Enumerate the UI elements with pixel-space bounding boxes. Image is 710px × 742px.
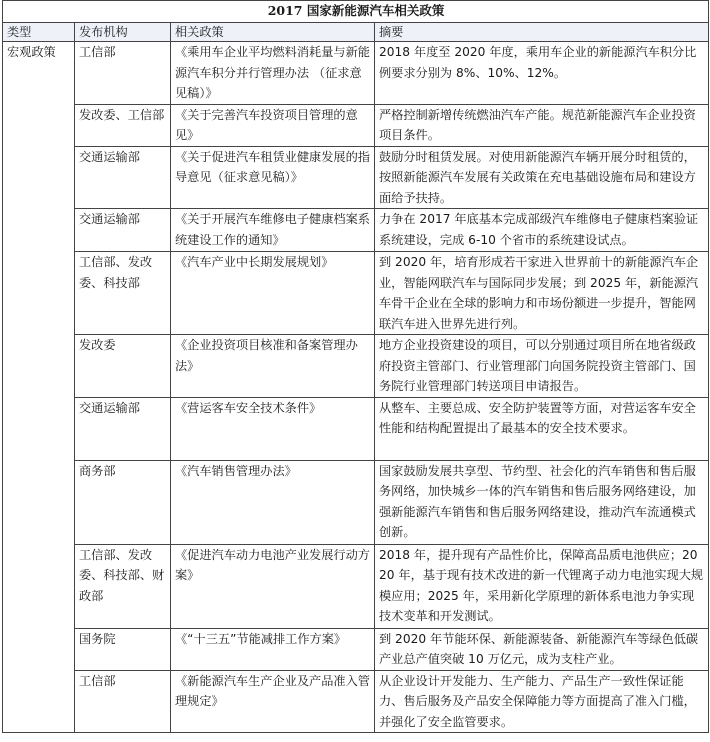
table-row (3, 628, 709, 670)
table-row (3, 544, 709, 628)
type-cell: 宏观政策 (3, 42, 75, 733)
org-cell: 工信部 (75, 42, 171, 105)
header-org: 发布机构 (75, 23, 171, 42)
summary-cell: 国家鼓励发展共享型、节约型、社会化的汽车销售和售后服务网络，加快城乡一体的汽车销售和售后服务网络建设，加强新能源汽车销售和售后服务网络建设，推动汽车流通模式创新。 (375, 460, 709, 544)
header-summary: 摘要 (375, 23, 709, 42)
policy-cell: 《关于促进汽车租赁业健康发展的指导意见（征求意见稿）》 (171, 146, 375, 209)
table-row (3, 146, 709, 209)
header-policy: 相关政策 (171, 23, 375, 42)
header-type: 类型 (3, 23, 75, 42)
table-row (3, 335, 709, 398)
table-row (3, 252, 709, 335)
org-cell: 交通运输部 (75, 209, 171, 252)
table-row (3, 209, 709, 252)
policy-cell: 《企业投资项目核准和备案管理办法》 (171, 335, 375, 398)
summary-cell: 地方企业投资建设的项目，可以分别通过项目所在地省级政府投资主管部门、行业管理部门向国务院投资主管部门、国务院行业管理部门转送项目申请报告。 (375, 335, 709, 398)
table-row (3, 397, 709, 460)
org-cell: 交通运输部 (75, 146, 171, 209)
table-row (3, 460, 709, 544)
table-row (3, 42, 709, 105)
table-header-row (3, 23, 709, 42)
summary-cell: 从企业设计开发能力、生产能力、产品生产一致性保证能力、售后服务及产品安全保障能力等方面提高了准入门槛，并强化了安全监管要求。 (375, 670, 709, 733)
policy-cell: 《关于完善汽车投资项目管理的意见》 (171, 104, 375, 146)
org-cell: 工信部、发改委、科技部 (75, 252, 171, 335)
org-cell: 发改委 (75, 335, 171, 398)
policy-cell: 《新能源汽车生产企业及产品准入管理规定》 (171, 670, 375, 733)
policy-cell: 《“十三五”节能减排工作方案》 (171, 628, 375, 670)
summary-cell: 到 2020 年，培育形成若干家进入世界前十的新能源汽车企业，智能网联汽车与国际同步发展；到 2025 年，新能源汽车骨干企业在全球的影响力和市场份额进一步提升，智能网联汽车进入世界先进行列。 (375, 252, 709, 335)
policy-table (2, 0, 709, 733)
policy-cell: 《乘用车企业平均燃料消耗量与新能源汽车积分并行管理办法 （征求意见稿）》 (171, 42, 375, 105)
policy-cell: 《关于开展汽车维修电子健康档案系统建设工作的通知》 (171, 209, 375, 252)
org-cell: 交通运输部 (75, 397, 171, 460)
summary-cell: 力争在 2017 年底基本完成部级汽车维修电子健康档案验证系统建设，完成 6-10 个省市的系统建设试点。 (375, 209, 709, 252)
summary-cell: 到 2020 年节能环保、新能源装备、新能源汽车等绿色低碳产业总产值突破 10 万亿元，成为支柱产业。 (375, 628, 709, 670)
org-cell: 发改委、工信部 (75, 104, 171, 146)
summary-cell: 2018 年度至 2020 年度，乘用车企业的新能源汽车积分比例要求分别为 8%、10%、12%。 (375, 42, 709, 105)
table-row (3, 670, 709, 733)
org-cell: 商务部 (75, 460, 171, 544)
summary-cell: 严格控制新增传统燃油汽车产能。规范新能源汽车企业投资项目条件。 (375, 104, 709, 146)
policy-cell: 《促进汽车动力电池产业发展行动方案》 (171, 544, 375, 628)
policy-cell: 《营运客车安全技术条件》 (171, 397, 375, 460)
summary-cell: 从整车、主要总成、安全防护装置等方面，对营运客车安全性能和结构配置提出了最基本的安全技术要求。 (375, 397, 709, 460)
summary-cell: 2018 年，提升现有产品性价比，保障高品质电池供应；2020 年，基于现有技术改进的新一代锂离子动力电池实现大规模应用；2025 年，采用新化学原理的新体系电池力争实现技术变革和开发测试。 (375, 544, 709, 628)
org-cell: 国务院 (75, 628, 171, 670)
policy-cell: 《汽车产业中长期发展规划》 (171, 252, 375, 335)
table-title: 2017 国家新能源汽车相关政策 (3, 1, 709, 23)
table-title-row (3, 1, 709, 23)
summary-cell: 鼓励分时租赁发展。对使用新能源汽车辆开展分时租赁的，按照新能源汽车发展有关政策在充电基础设施布局和建设方面给予扶持。 (375, 146, 709, 209)
policy-cell: 《汽车销售管理办法》 (171, 460, 375, 544)
table-row (3, 104, 709, 146)
org-cell: 工信部、发改委、科技部、财政部 (75, 544, 171, 628)
org-cell: 工信部 (75, 670, 171, 733)
